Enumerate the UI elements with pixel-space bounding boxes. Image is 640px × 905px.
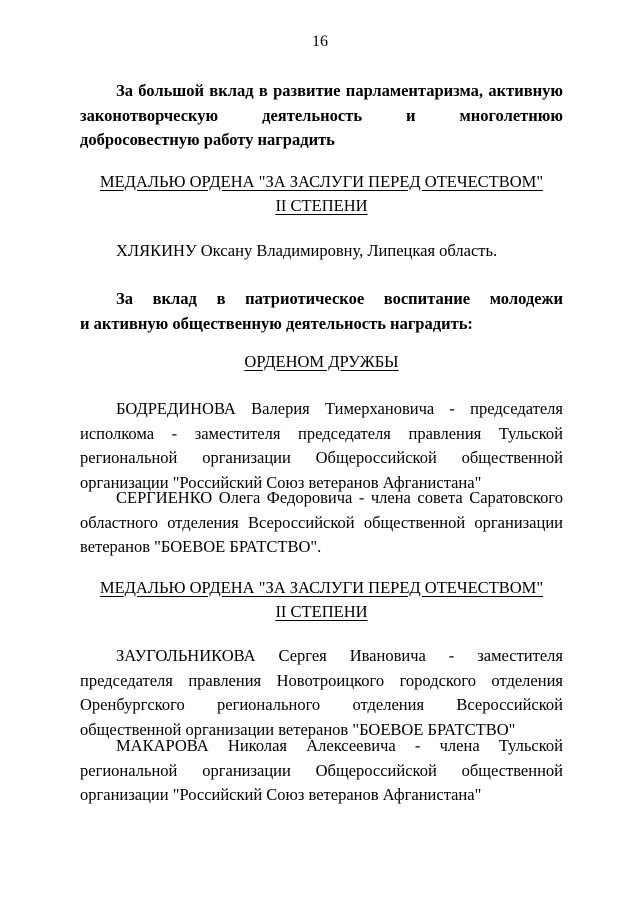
award-title-line1: МЕДАЛЬЮ ОРДЕНА "ЗА ЗАСЛУГИ ПЕРЕД ОТЕЧЕСТВОМ"	[99, 578, 544, 597]
award-title-line2: II СТЕПЕНИ	[275, 602, 368, 621]
award-title-line2: II СТЕПЕНИ	[275, 196, 368, 215]
award-title-order-friendship	[80, 350, 563, 375]
award-reason-patriotic	[80, 287, 563, 336]
award-reason-line2: и активную общественную деятельность наградить:	[80, 313, 473, 333]
award-title-text: ОРДЕНОМ ДРУЖБЫ	[244, 352, 399, 371]
award-reason-line1: За вклад в патриотическое воспитание молодежи	[116, 289, 563, 308]
recipient-item: МАКАРОВА Николая Алексеевича - члена Тульской региональной организации Общероссийской общественной организации "Российский Союз ветеранов Афганистана"	[80, 736, 563, 804]
award-title-medal	[80, 170, 563, 218]
recipient-item: СЕРГИЕНКО Олега Федоровича - члена совета Саратовского областного отделения Всероссийской общественной организации ветеранов "БОЕВОЕ БРАТСТВО".	[80, 488, 563, 556]
page-number: 16	[312, 33, 328, 50]
award-title-line1: МЕДАЛЬЮ ОРДЕНА "ЗА ЗАСЛУГИ ПЕРЕД ОТЕЧЕСТВОМ"	[99, 172, 544, 191]
recipient-item: БОДРЕДИНОВА Валерия Тимерхановича - председателя исполкома - заместителя председателя правления Тульской региональной организации Общероссийской общественной организации "Российский Союз ветеранов Афганистана"	[80, 399, 563, 492]
award-title-medal	[80, 576, 563, 624]
recipient-item: ХЛЯКИНУ Оксану Владимировну, Липецкая область.	[116, 241, 498, 260]
recipient-item: ЗАУГОЛЬНИКОВА Сергея Ивановича - заместителя председателя правления Новотроицкого городского отделения Оренбургского регионального отделения Всероссийской общественной организации ветеранов "БОЕВОЕ БРАТСТВО"	[80, 646, 563, 739]
award-reason-parliamentarism: За большой вклад в развитие парламентаризма, активную законотворческую деятельность и многолетнюю добросовестную работу наградить	[80, 81, 563, 149]
